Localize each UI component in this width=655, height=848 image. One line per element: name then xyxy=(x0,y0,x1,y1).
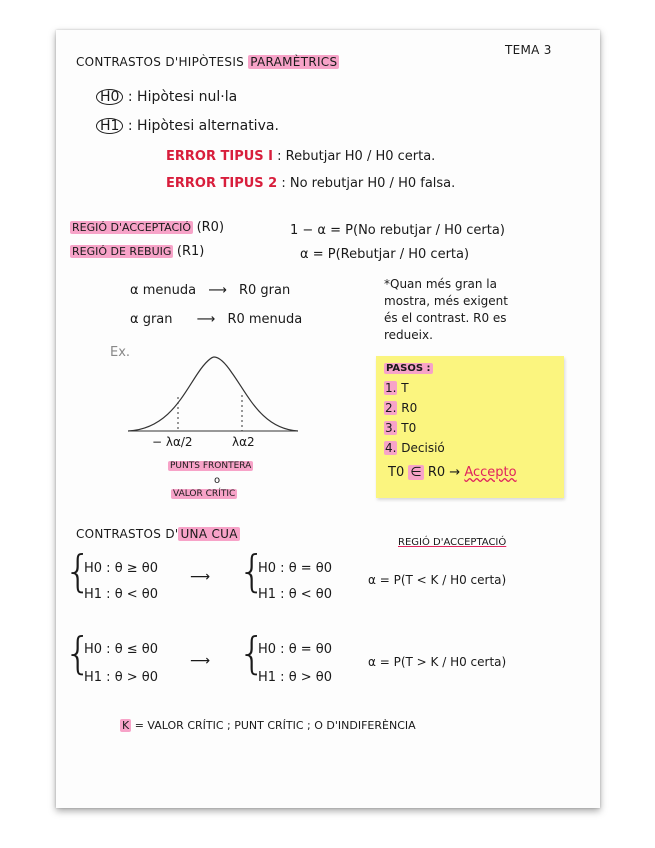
acceptance-region-title xyxy=(398,538,506,548)
decision-t0: T0 xyxy=(388,465,405,480)
system-1-right-brace: { xyxy=(238,546,266,597)
step-3-num: 3. xyxy=(385,421,397,435)
page-title xyxy=(76,56,339,68)
k-definition xyxy=(120,720,416,731)
system-2-right-brace: { xyxy=(238,628,266,679)
system-1-left xyxy=(84,556,158,608)
steps-title xyxy=(384,364,433,374)
h1-text: : Hipòtesi alternativa. xyxy=(127,118,279,134)
steps-title-text: PASOS : xyxy=(386,363,431,374)
system-2-arrow: ⟶ xyxy=(190,653,211,669)
rule-2-right: R0 menuda xyxy=(227,312,303,327)
step-3-text: T0 xyxy=(401,421,417,435)
system-2-left xyxy=(84,636,158,692)
one-tail-title-text: CONTRASTOS D' xyxy=(76,527,179,541)
region-acceptance-label: REGIÓ D'ACCEPTACIÓ xyxy=(72,221,192,234)
region-rejection-label: REGIÓ DE REBUIG xyxy=(72,245,172,258)
note-line-3: és el contrast. R0 es xyxy=(384,311,507,325)
step-2-num: 2. xyxy=(385,401,397,415)
k-symbol: K xyxy=(122,719,130,732)
step-4 xyxy=(384,442,445,454)
system-1-formula: α = P(T < K / H0 certa) xyxy=(368,573,507,587)
error-1-text: : Rebutjar H0 / H0 certa. xyxy=(277,149,436,164)
decision-result: Accepto xyxy=(464,465,517,480)
title-highlight: PARAMÈTRICS xyxy=(250,55,338,69)
step-1 xyxy=(384,382,409,394)
note-line-4: redueix. xyxy=(384,328,433,342)
k-definition-text: = VALOR CRÍTIC ; PUNT CRÍTIC ; O D'INDIFERÈNCIA xyxy=(134,719,416,732)
rule-2-left: α gran xyxy=(130,312,173,327)
h1-symbol: H1 xyxy=(96,118,123,134)
hypothesis-null xyxy=(96,89,237,105)
system-1-left-brace: { xyxy=(64,546,92,597)
system-2-formula: α = P(T > K / H0 certa) xyxy=(368,655,507,669)
frontier-points xyxy=(168,462,253,471)
system-2-left-brace: { xyxy=(64,628,92,679)
one-tail-title xyxy=(76,528,240,540)
region-rejection-formula: α = P(Rebutjar / H0 certa) xyxy=(300,247,470,262)
decision-arrow: → xyxy=(449,465,461,480)
system-2-right xyxy=(258,636,332,692)
system-1-right xyxy=(258,556,332,608)
alpha-rule-small xyxy=(130,284,290,297)
system-1-left-h1: H1 : θ < θ0 xyxy=(84,587,159,602)
critical-value xyxy=(171,490,237,499)
rule-1-arrow: ⟶ xyxy=(208,283,227,298)
error-2-label: ERROR TIPUS 2 xyxy=(166,176,278,191)
steps-sticky-note xyxy=(376,356,564,498)
system-1-arrow: ⟶ xyxy=(190,569,211,585)
step-3 xyxy=(384,422,416,434)
normal-curve-graph xyxy=(128,355,298,435)
system-1-right-h0: H0 : θ = θ0 xyxy=(258,561,333,576)
note-line-1: *Quan més gran la xyxy=(384,277,497,291)
system-1-left-h0: H0 : θ ≥ θ0 xyxy=(84,561,159,576)
region-rejection xyxy=(70,245,204,258)
error-type-1 xyxy=(166,150,435,163)
system-2-right-h1: H1 : θ > θ0 xyxy=(258,670,333,685)
title-main: CONTRASTOS D'HIPÒTESIS xyxy=(76,55,245,69)
frontier-o: o xyxy=(214,475,221,486)
h0-text: : Hipòtesi nul·la xyxy=(127,89,238,105)
system-2-left-h0: H0 : θ ≤ θ0 xyxy=(84,642,159,657)
sample-note xyxy=(384,276,508,344)
rule-1-right: R0 gran xyxy=(238,283,291,298)
note-line-2: mostra, més exigent xyxy=(384,294,508,308)
decision-in: ∈ xyxy=(410,465,422,480)
error-1-label: ERROR TIPUS I xyxy=(166,149,274,164)
system-2-right-h0: H0 : θ = θ0 xyxy=(258,642,333,657)
one-tail-highlight: UNA CUA xyxy=(180,527,238,541)
bell-curve xyxy=(128,357,298,431)
left-frontier-label: − λα/2 xyxy=(152,435,193,449)
error-2-text: : No rebutjar H0 / H0 falsa. xyxy=(281,176,456,191)
steps-decision xyxy=(388,466,517,479)
critical-value-text: VALOR CRÍTIC xyxy=(173,489,236,499)
rule-2-arrow: ⟶ xyxy=(196,312,216,327)
region-rejection-symbol: (R1) xyxy=(176,244,205,259)
frontier-text: PUNTS FRONTERA xyxy=(170,461,252,471)
system-2-left-h1: H1 : θ > θ0 xyxy=(84,670,159,685)
rule-1-left: α menuda xyxy=(130,283,197,298)
step-4-text: Decisió xyxy=(401,441,445,455)
acceptance-region-title-text: REGIÓ D'ACCEPTACIÓ xyxy=(398,537,507,548)
decision-r0: R0 xyxy=(427,465,446,480)
step-1-num: 1. xyxy=(385,381,397,395)
h0-symbol: H0 xyxy=(96,89,123,105)
step-1-text: T xyxy=(401,381,409,395)
system-1-right-h1: H1 : θ < θ0 xyxy=(258,587,333,602)
hypothesis-alt xyxy=(96,118,279,134)
tema-label: TEMA 3 xyxy=(505,43,552,57)
step-4-num: 4. xyxy=(385,441,397,455)
region-acceptance-formula: 1 − α = P(No rebutjar / H0 certa) xyxy=(290,223,505,238)
region-acceptance-symbol: (R0) xyxy=(196,220,225,235)
right-frontier-label: λα2 xyxy=(232,435,255,449)
region-acceptance xyxy=(70,221,224,234)
step-2-text: R0 xyxy=(401,401,418,415)
error-type-2 xyxy=(166,177,455,190)
step-2 xyxy=(384,402,417,414)
example-label: Ex. xyxy=(110,345,131,360)
alpha-rule-large xyxy=(130,313,302,326)
